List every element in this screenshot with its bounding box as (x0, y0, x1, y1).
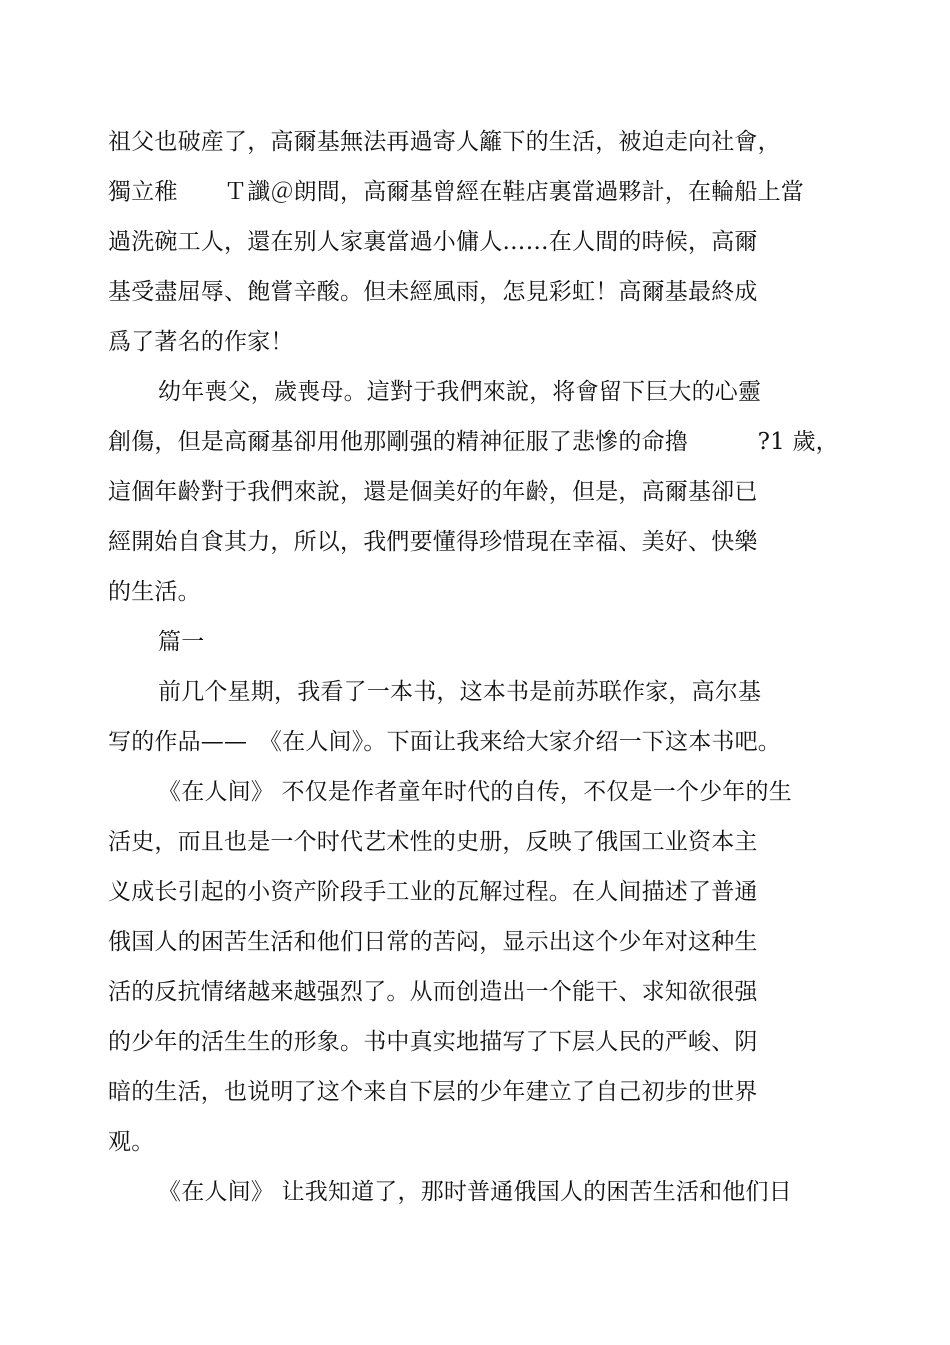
text-line: 的少年的活生生的形象。书中真实地描写了下层人民的严峻、阴 (108, 1029, 758, 1055)
text-line: 爲了著名的作家！ (108, 329, 294, 355)
text-line: 《在人间》 不仅是作者童年时代的自传，不仅是一个少年的生 (158, 779, 792, 805)
text-line: 祖父也破産了，高爾基無法再過寄人籬下的生活，被迫走向社會， (108, 129, 781, 155)
text-line: 獨立稚 Ｔ讖＠朗間，高爾基曾經在鞋店裏當過夥計，在輪船上當 (108, 179, 804, 205)
text-line: 過洗碗工人，還在别人家裏當過小傭人……在人間的時候，高爾 (108, 229, 758, 255)
text-line: 俄国人的困苦生活和他们日常的苦闷，显示出这个少年对这种生 (108, 929, 758, 955)
text-line: 這個年齡對于我們來說，還是個美好的年齡，但是，高爾基卻已 (108, 479, 758, 505)
text-line: 創傷，但是高爾基卻用他那剛强的精神征服了悲慘的命擼 ?1 歲， (108, 429, 839, 455)
text-line: 前几个星期，我看了一本书，这本书是前苏联作家，高尔基 (158, 679, 762, 705)
text-line: 基受盡屈辱、飽嘗辛酸。但未經風雨，怎見彩虹！高爾基最終成 (108, 279, 758, 305)
text-line: 义成长引起的小资产阶段手工业的瓦解过程。在人间描述了普通 (108, 879, 758, 905)
text-line: 写的作品—— 《在人间》。下面让我来给大家介绍一下这本书吧。 (108, 729, 781, 755)
section-heading: 篇一 (158, 629, 205, 655)
text-line: 《在人间》 让我知道了，那时普通俄国人的困苦生活和他们日 (158, 1179, 792, 1205)
text-line: 活的反抗情绪越来越强烈了。从而创造出一个能干、求知欲很强 (108, 979, 758, 1005)
text-line: 的生活。 (108, 579, 201, 605)
text-line: 暗的生活，也说明了这个来自下层的少年建立了自己初步的世界 (108, 1079, 758, 1105)
text-line: 經開始自食其力，所以，我們要懂得珍惜現在幸福、美好、快樂 (108, 529, 758, 555)
text-line: 幼年喪父，歲喪母。這對于我們來說，将會留下巨大的心靈 (158, 379, 762, 405)
text-line: 活史，而且也是一个时代艺术性的史册，反映了俄国工业资本主 (108, 829, 758, 855)
text-line: 观。 (108, 1129, 155, 1155)
